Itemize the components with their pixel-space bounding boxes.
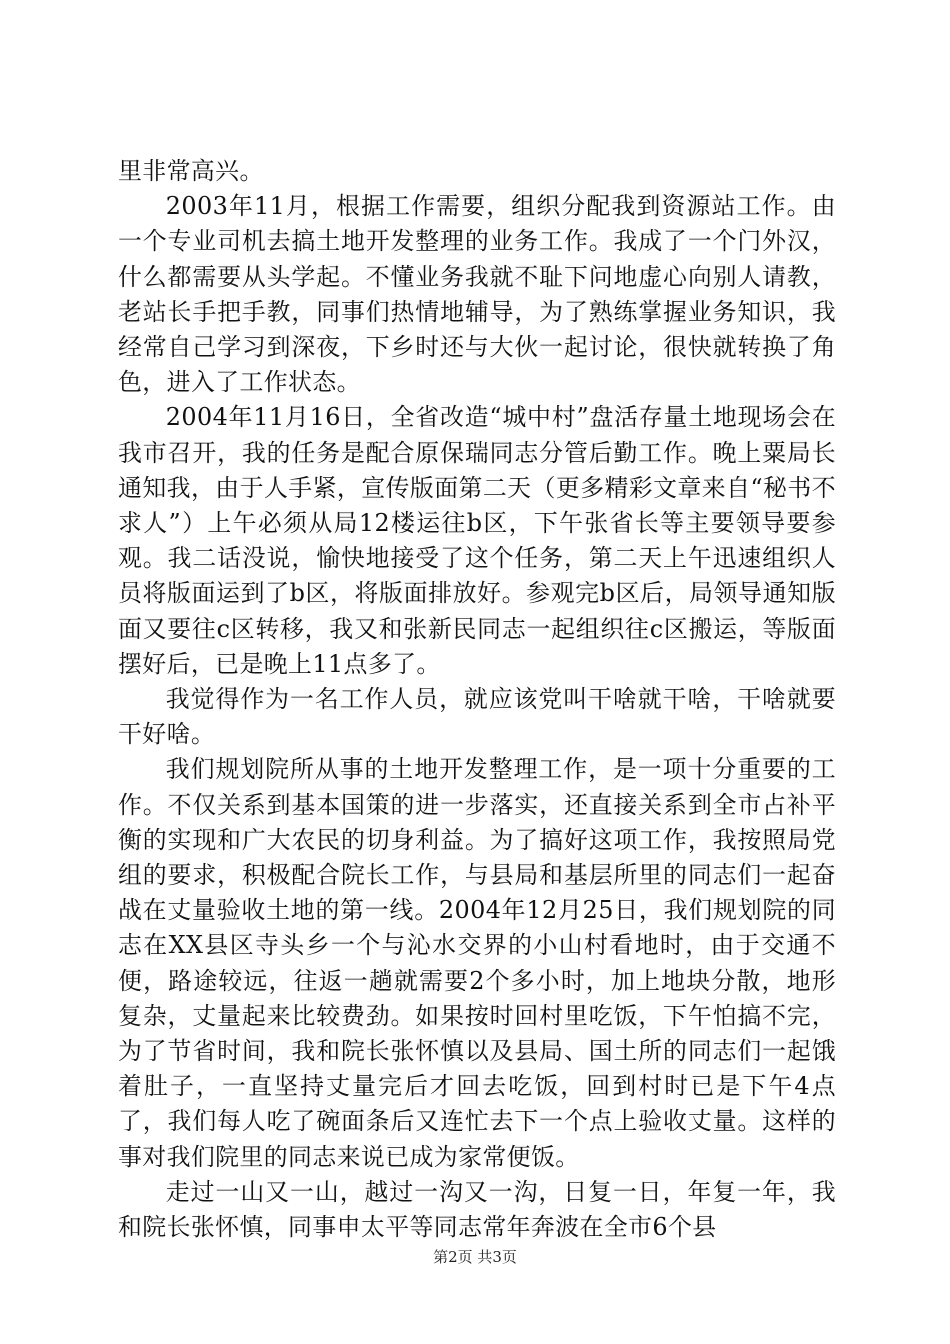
paragraph-continuation: 里非常高兴。: [118, 157, 264, 185]
paragraph-site-meeting: 2004年11月16日，全省改造“城中村”盘活存量土地现场会在我市召开，我的任务是配合原保瑞同志分管后勤工作。晚上粟局长通知我，由于人手紧，宣传版面第二天（更多精彩文章来自“秘书不求人”）上午必须从局12楼运往b区，下午张省长等主要领导要参观。我二话没说，愉快地接受了这个任务，第二天上午迅速组织人员将版面运到了b区，将版面排放好。参观完b区后，局领导通知版面又要往c区转移，我又和张新民同志一起组织往c区搬运，等版面摆好后，已是晚上11点多了。: [118, 403, 836, 678]
paragraph-resource-station: 2003年11月，根据工作需要，组织分配我到资源站工作。由一个专业司机去搞土地开发整理的业务工作。我成了一个门外汉，什么都需要从头学起。不懂业务我就不耻下问地虚心向别人请教，老站长手把手教，同事们热情地辅导，为了熟练掌握业务知识，我经常自己学习到深夜，下乡时还与大伙一起讨论，很快就转换了角色，进入了工作状态。: [118, 192, 836, 397]
paragraph-mountains: 走过一山又一山，越过一沟又一沟，日复一日，年复一年，我和院长张怀慎，同事申太平等同志常年奔波在全市6个县: [118, 1177, 836, 1242]
document-body: [118, 154, 836, 1245]
page-footer: 第2页 共3页: [433, 1248, 517, 1266]
paragraph-attitude: 我觉得作为一名工作人员，就应该党叫干啥就干啥，干啥就要干好啥。: [118, 685, 836, 749]
paragraph-land-work: 我们规划院所从事的土地开发整理工作，是一项十分重要的工作。不仅关系到基本国策的进一步落实，还直接关系到全市占补平衡的实现和广大农民的切身利益。为了搞好这项工作，我按照局党组的要求，积极配合院长工作，与县局和基层所里的同志们一起奋战在丈量验收土地的第一线。2004年12月25日，我们规划院的同志在XX县区寺头乡一个与沁水交界的小山村看地时，由于交通不便，路途较远，往返一趟就需要2个多小时，加上地块分散，地形复杂，丈量起来比较费劲。如果按时回村里吃饭，下午怕搞不完，为了节省时间，我和院长张怀慎以及县局、国土所的同志们一起饿着肚子，一直坚持丈量完后才回去吃饭，回到村时已是下午4点了，我们每人吃了碗面条后又连忙去下一个点上验收丈量。这样的事对我们院里的同志来说已成为家常便饭。: [118, 755, 836, 1171]
